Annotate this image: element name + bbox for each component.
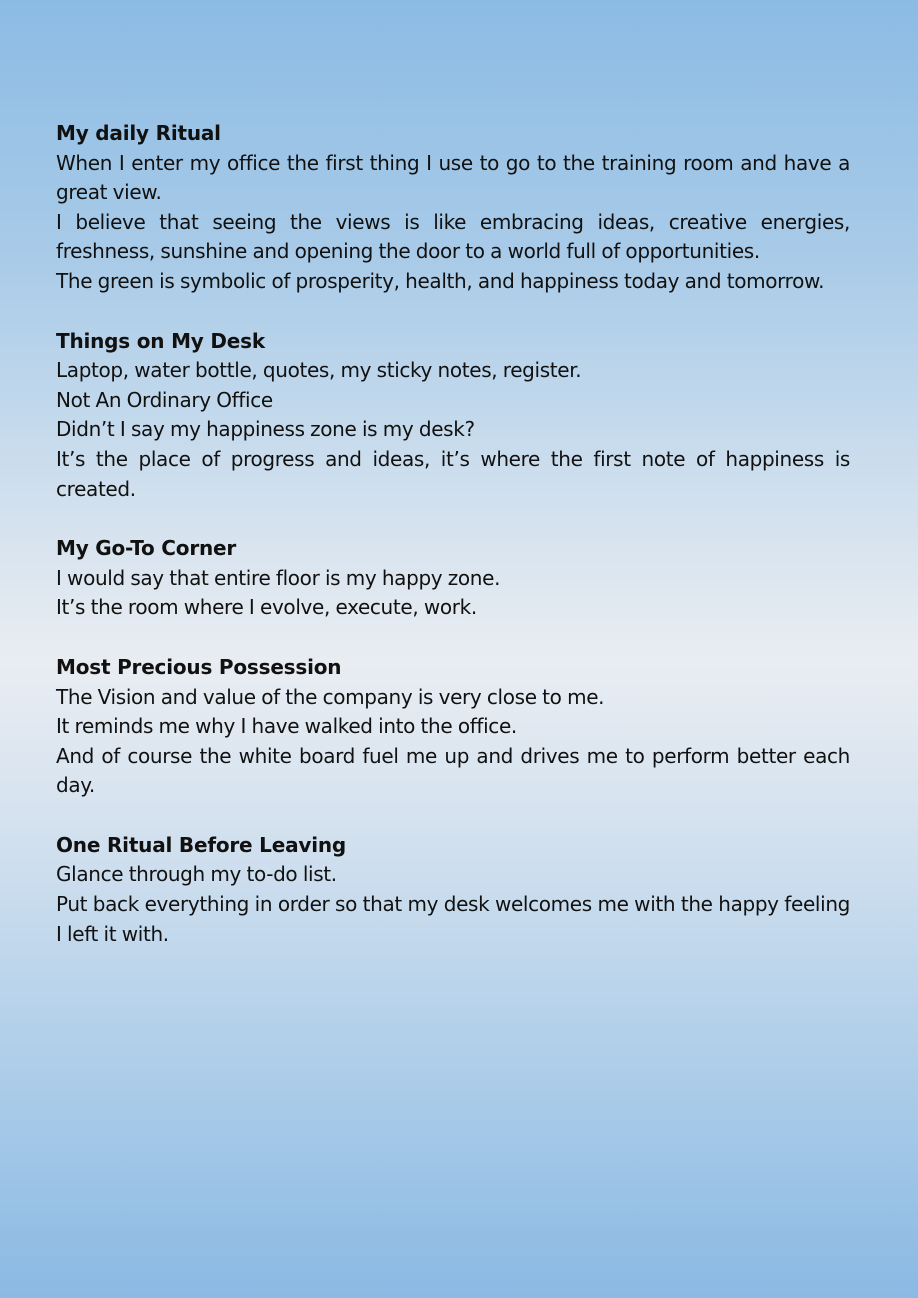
section-paragraph: Not An Ordinary Office bbox=[56, 387, 273, 412]
section-paragraph: It reminds me why I have walked into the office. bbox=[56, 714, 517, 739]
section-paragraph: It’s the room where I evolve, execute, work. bbox=[56, 595, 477, 620]
section-paragraph: Didn’t I say my happiness zone is my desk? bbox=[56, 417, 475, 442]
section-paragraph: And of course the white board fuel me up and drives me to perform better each day. bbox=[56, 743, 850, 798]
section-paragraph: The Vision and value of the company is very close to me. bbox=[56, 684, 605, 709]
section-heading: One Ritual Before Leaving bbox=[56, 832, 347, 857]
section-paragraph: Laptop, water bottle, quotes, my sticky notes, register. bbox=[56, 358, 582, 383]
section-paragraph: When I enter my office the first thing I use to go to the training room and have a great view. bbox=[56, 150, 850, 205]
document-page bbox=[56, 119, 850, 979]
section-heading: My Go-To Corner bbox=[56, 536, 237, 561]
section-heading: Most Precious Possession bbox=[56, 654, 342, 679]
section-heading: My daily Ritual bbox=[56, 121, 221, 145]
section-things-on-desk bbox=[56, 327, 850, 505]
section-paragraph: Glance through my to-do list. bbox=[56, 862, 337, 887]
section-precious-possession bbox=[56, 653, 850, 801]
section-paragraph: The green is symbolic of prosperity, health, and happiness today and tomorrow. bbox=[56, 268, 825, 293]
section-paragraph: Put back everything in order so that my desk welcomes me with the happy feeling I left it with. bbox=[56, 892, 850, 946]
section-paragraph: I would say that entire floor is my happy zone. bbox=[56, 565, 501, 590]
section-ritual-before-leaving bbox=[56, 831, 850, 949]
section-go-to-corner bbox=[56, 534, 850, 623]
section-paragraph: It’s the place of progress and ideas, it’s where the first note of happiness is created. bbox=[56, 446, 850, 501]
section-heading: Things on My Desk bbox=[56, 328, 265, 353]
section-daily-ritual bbox=[56, 119, 850, 297]
section-paragraph: I believe that seeing the views is like embracing ideas, creative energies, freshness, sunshine and opening the door to a world full of opportunities. bbox=[56, 209, 850, 264]
